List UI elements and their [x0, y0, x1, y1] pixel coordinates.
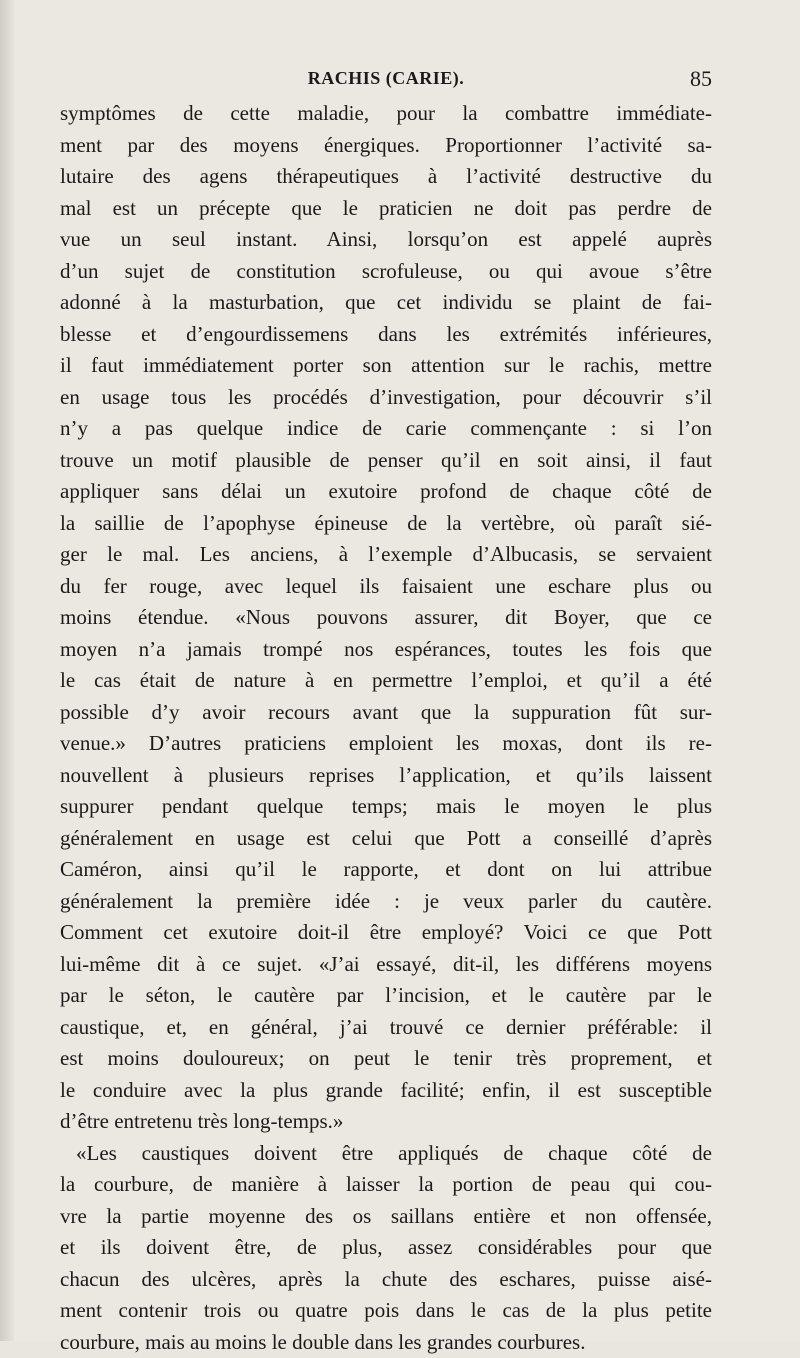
- text-line: «Les caustiques doivent être appliqués de chaque côté de: [60, 1138, 712, 1170]
- text-line: chacun des ulcères, après la chute des eschares, puisse aisé-: [60, 1264, 712, 1296]
- text-line: possible d’y avoir recours avant que la suppuration fût sur-: [60, 697, 712, 729]
- paragraph: [60, 98, 712, 1138]
- text-line: lui-même dit à ce sujet. «J’ai essayé, dit-il, les différens moyens: [60, 949, 712, 981]
- text-line: est moins douloureux; on peut le tenir très proprement, et: [60, 1043, 712, 1075]
- text-line: en usage tous les procédés d’investigation, pour découvrir s’il: [60, 382, 712, 414]
- body-text: [60, 98, 712, 1358]
- text-line: trouve un motif plausible de penser qu’il en soit ainsi, il faut: [60, 445, 712, 477]
- text-line: généralement en usage est celui que Pott a conseillé d’après: [60, 823, 712, 855]
- text-line: venue.» D’autres praticiens emploient les moxas, dont ils re-: [60, 728, 712, 760]
- text-line: mal est un précepte que le praticien ne doit pas perdre de: [60, 193, 712, 225]
- text-line: caustique, et, en général, j’ai trouvé ce dernier préférable: il: [60, 1012, 712, 1044]
- text-line: Comment cet exutoire doit-il être employé? Voici ce que Pott: [60, 917, 712, 949]
- text-line: par le séton, le cautère par l’incision, et le cautère par le: [60, 980, 712, 1012]
- text-line: adonné à la masturbation, que cet individu se plaint de fai-: [60, 287, 712, 319]
- page-gutter-shadow: [0, 0, 14, 1341]
- text-line: Caméron, ainsi qu’il le rapporte, et dont on lui attribue: [60, 854, 712, 886]
- text-line: ger le mal. Les anciens, à l’exemple d’Albucasis, se servaient: [60, 539, 712, 571]
- text-line: moyen n’a jamais trompé nos espérances, toutes les fois que: [60, 634, 712, 666]
- text-line: blesse et d’engourdissemens dans les extrémités inférieures,: [60, 319, 712, 351]
- text-line: ment par des moyens énergiques. Proportionner l’activité sa-: [60, 130, 712, 162]
- page-header: [60, 68, 712, 98]
- text-line: la courbure, de manière à laisser la portion de peau qui cou-: [60, 1169, 712, 1201]
- text-line: appliquer sans délai un exutoire profond de chaque côté de: [60, 476, 712, 508]
- page-number: 85: [690, 66, 712, 92]
- text-line: d’être entretenu très long-temps.»: [60, 1106, 712, 1138]
- text-line: il faut immédiatement porter son attention sur le rachis, mettre: [60, 350, 712, 382]
- text-line: le cas était de nature à en permettre l’emploi, et qu’il a été: [60, 665, 712, 697]
- text-line: symptômes de cette maladie, pour la combattre immédiate-: [60, 98, 712, 130]
- text-line: moins étendue. «Nous pouvons assurer, dit Boyer, que ce: [60, 602, 712, 634]
- text-line: ment contenir trois ou quatre pois dans le cas de la plus petite: [60, 1295, 712, 1327]
- text-line: suppurer pendant quelque temps; mais le moyen le plus: [60, 791, 712, 823]
- text-line: et ils doivent être, de plus, assez considérables pour que: [60, 1232, 712, 1264]
- text-line: n’y a pas quelque indice de carie commençante : si l’on: [60, 413, 712, 445]
- text-line: courbure, mais au moins le double dans les grandes courbures.: [60, 1327, 712, 1358]
- text-line: lutaire des agens thérapeutiques à l’activité destructive du: [60, 161, 712, 193]
- text-line: vre la partie moyenne des os saillans entière et non offensée,: [60, 1201, 712, 1233]
- running-title: RACHIS (CARIE).: [60, 68, 712, 89]
- text-line: vue un seul instant. Ainsi, lorsqu’on est appelé auprès: [60, 224, 712, 256]
- text-line: généralement la première idée : je veux parler du cautère.: [60, 886, 712, 918]
- text-line: nouvellent à plusieurs reprises l’application, et qu’ils laissent: [60, 760, 712, 792]
- text-line: d’un sujet de constitution scrofuleuse, ou qui avoue s’être: [60, 256, 712, 288]
- text-line: du fer rouge, avec lequel ils faisaient une eschare plus ou: [60, 571, 712, 603]
- text-line: la saillie de l’apophyse épineuse de la vertèbre, où paraît sié-: [60, 508, 712, 540]
- text-line: le conduire avec la plus grande facilité; enfin, il est susceptible: [60, 1075, 712, 1107]
- paragraph: [60, 1138, 712, 1358]
